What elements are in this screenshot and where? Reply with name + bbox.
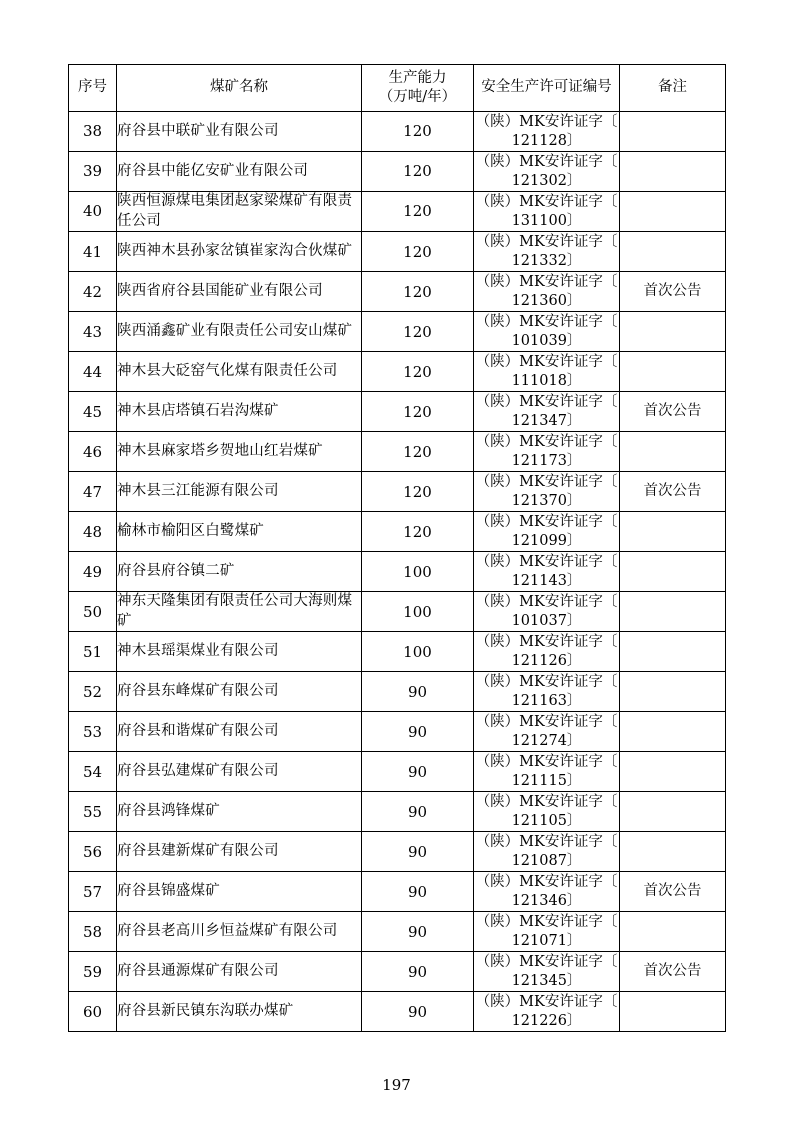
cell-capacity: 90 bbox=[362, 752, 474, 792]
cell-note bbox=[620, 752, 726, 792]
license-line-1: （陕）MK安许证字〔 bbox=[475, 113, 618, 130]
license-line-1: （陕）MK安许证字〔 bbox=[475, 513, 618, 530]
license-line-2: 121274〕 bbox=[511, 732, 582, 749]
cell-capacity: 120 bbox=[362, 112, 474, 152]
cell-license-number bbox=[474, 392, 620, 432]
license-line-2: 121071〕 bbox=[511, 932, 582, 949]
cell-note bbox=[620, 832, 726, 872]
cell-note bbox=[620, 112, 726, 152]
cell-mine-name: 神木县麻家塔乡贺地山红岩煤矿 bbox=[117, 432, 362, 472]
cell-capacity: 120 bbox=[362, 232, 474, 272]
cell-seq: 59 bbox=[69, 952, 117, 992]
cell-mine-name: 陕西省府谷县国能矿业有限公司 bbox=[117, 272, 362, 312]
license-line-1: （陕）MK安许证字〔 bbox=[475, 593, 618, 610]
cell-note: 首次公告 bbox=[620, 952, 726, 992]
column-header-capacity-line1: 生产能力 bbox=[388, 69, 447, 86]
cell-license-number bbox=[474, 672, 620, 712]
cell-note bbox=[620, 992, 726, 1032]
cell-license-number bbox=[474, 992, 620, 1032]
cell-note bbox=[620, 512, 726, 552]
cell-capacity: 90 bbox=[362, 872, 474, 912]
cell-capacity: 90 bbox=[362, 992, 474, 1032]
license-line-1: （陕）MK安许证字〔 bbox=[475, 153, 618, 170]
cell-seq: 58 bbox=[69, 912, 117, 952]
license-line-1: （陕）MK安许证字〔 bbox=[475, 353, 618, 370]
cell-capacity: 100 bbox=[362, 592, 474, 632]
cell-mine-name: 府谷县老高川乡恒益煤矿有限公司 bbox=[117, 912, 362, 952]
cell-license-number bbox=[474, 312, 620, 352]
license-line-2: 121143〕 bbox=[511, 572, 582, 589]
table-row bbox=[69, 352, 726, 392]
cell-note bbox=[620, 312, 726, 352]
table-row bbox=[69, 952, 726, 992]
license-line-1: （陕）MK安许证字〔 bbox=[475, 793, 618, 810]
cell-mine-name: 府谷县通源煤矿有限公司 bbox=[117, 952, 362, 992]
table-row bbox=[69, 232, 726, 272]
license-line-1: （陕）MK安许证字〔 bbox=[475, 633, 618, 650]
cell-note: 首次公告 bbox=[620, 472, 726, 512]
cell-seq: 39 bbox=[69, 152, 117, 192]
license-line-2: 121126〕 bbox=[511, 652, 582, 669]
coal-mine-table bbox=[68, 64, 726, 1032]
cell-seq: 51 bbox=[69, 632, 117, 672]
column-header-seq: 序号 bbox=[69, 65, 117, 112]
license-line-2: 121346〕 bbox=[511, 892, 582, 909]
license-line-1: （陕）MK安许证字〔 bbox=[475, 393, 618, 410]
cell-seq: 43 bbox=[69, 312, 117, 352]
cell-capacity: 120 bbox=[362, 192, 474, 232]
cell-mine-name: 神东天隆集团有限责任公司大海则煤矿 bbox=[117, 592, 362, 632]
cell-mine-name: 神木县瑶渠煤业有限公司 bbox=[117, 632, 362, 672]
license-line-1: （陕）MK安许证字〔 bbox=[475, 553, 618, 570]
license-line-2: 121360〕 bbox=[511, 292, 582, 309]
license-line-1: （陕）MK安许证字〔 bbox=[475, 433, 618, 450]
cell-license-number bbox=[474, 592, 620, 632]
cell-note bbox=[620, 632, 726, 672]
cell-mine-name: 府谷县锦盛煤矿 bbox=[117, 872, 362, 912]
cell-note bbox=[620, 912, 726, 952]
cell-capacity: 90 bbox=[362, 792, 474, 832]
cell-license-number bbox=[474, 152, 620, 192]
table-row bbox=[69, 832, 726, 872]
cell-seq: 54 bbox=[69, 752, 117, 792]
license-line-2: 111018〕 bbox=[511, 372, 582, 389]
license-line-1: （陕）MK安许证字〔 bbox=[475, 953, 618, 970]
cell-mine-name: 府谷县府谷镇二矿 bbox=[117, 552, 362, 592]
table-row bbox=[69, 192, 726, 232]
page-number: 197 bbox=[382, 1076, 411, 1094]
cell-license-number bbox=[474, 712, 620, 752]
cell-capacity: 90 bbox=[362, 952, 474, 992]
cell-capacity: 120 bbox=[362, 352, 474, 392]
table-body bbox=[69, 112, 726, 1032]
license-line-2: 121105〕 bbox=[511, 812, 582, 829]
license-line-1: （陕）MK安许证字〔 bbox=[475, 673, 618, 690]
table-row bbox=[69, 792, 726, 832]
cell-seq: 48 bbox=[69, 512, 117, 552]
column-header-license: 安全生产许可证编号 bbox=[474, 65, 620, 112]
table-header-row bbox=[69, 65, 726, 112]
cell-mine-name: 陕西神木县孙家岔镇崔家沟合伙煤矿 bbox=[117, 232, 362, 272]
cell-seq: 46 bbox=[69, 432, 117, 472]
cell-seq: 45 bbox=[69, 392, 117, 432]
cell-note: 首次公告 bbox=[620, 872, 726, 912]
cell-mine-name: 府谷县弘建煤矿有限公司 bbox=[117, 752, 362, 792]
cell-license-number bbox=[474, 832, 620, 872]
cell-capacity: 100 bbox=[362, 552, 474, 592]
license-line-1: （陕）MK安许证字〔 bbox=[475, 873, 618, 890]
cell-note bbox=[620, 672, 726, 712]
license-line-2: 121087〕 bbox=[511, 852, 582, 869]
table-row bbox=[69, 592, 726, 632]
table-header bbox=[69, 65, 726, 112]
column-header-capacity bbox=[362, 65, 474, 112]
cell-note bbox=[620, 192, 726, 232]
cell-note bbox=[620, 352, 726, 392]
license-line-1: （陕）MK安许证字〔 bbox=[475, 193, 618, 210]
license-line-2: 121302〕 bbox=[511, 172, 582, 189]
cell-seq: 41 bbox=[69, 232, 117, 272]
cell-capacity: 120 bbox=[362, 512, 474, 552]
cell-seq: 38 bbox=[69, 112, 117, 152]
table-row bbox=[69, 472, 726, 512]
license-line-2: 121173〕 bbox=[511, 452, 582, 469]
cell-license-number bbox=[474, 472, 620, 512]
cell-seq: 42 bbox=[69, 272, 117, 312]
license-line-2: 121099〕 bbox=[511, 532, 582, 549]
cell-capacity: 90 bbox=[362, 832, 474, 872]
cell-capacity: 120 bbox=[362, 272, 474, 312]
table-row bbox=[69, 672, 726, 712]
table-row bbox=[69, 512, 726, 552]
cell-license-number bbox=[474, 272, 620, 312]
cell-seq: 55 bbox=[69, 792, 117, 832]
cell-seq: 50 bbox=[69, 592, 117, 632]
cell-capacity: 90 bbox=[362, 912, 474, 952]
cell-license-number bbox=[474, 792, 620, 832]
license-line-2: 121226〕 bbox=[511, 1012, 582, 1029]
cell-license-number bbox=[474, 912, 620, 952]
cell-mine-name: 府谷县建新煤矿有限公司 bbox=[117, 832, 362, 872]
cell-capacity: 120 bbox=[362, 432, 474, 472]
cell-license-number bbox=[474, 192, 620, 232]
cell-license-number bbox=[474, 112, 620, 152]
cell-seq: 40 bbox=[69, 192, 117, 232]
license-line-1: （陕）MK安许证字〔 bbox=[475, 273, 618, 290]
cell-capacity: 90 bbox=[362, 672, 474, 712]
table-row bbox=[69, 912, 726, 952]
license-line-2: 131100〕 bbox=[511, 212, 582, 229]
table-row bbox=[69, 752, 726, 792]
cell-mine-name: 神木县店塔镇石岩沟煤矿 bbox=[117, 392, 362, 432]
cell-mine-name: 府谷县新民镇东沟联办煤矿 bbox=[117, 992, 362, 1032]
cell-mine-name: 陕西涌鑫矿业有限责任公司安山煤矿 bbox=[117, 312, 362, 352]
license-line-2: 121370〕 bbox=[511, 492, 582, 509]
license-line-2: 121332〕 bbox=[511, 252, 582, 269]
cell-note bbox=[620, 592, 726, 632]
cell-note bbox=[620, 232, 726, 272]
license-line-2: 121345〕 bbox=[511, 972, 582, 989]
license-line-2: 121347〕 bbox=[511, 412, 582, 429]
table-row bbox=[69, 552, 726, 592]
cell-seq: 56 bbox=[69, 832, 117, 872]
cell-mine-name: 榆林市榆阳区白鹭煤矿 bbox=[117, 512, 362, 552]
license-line-2: 121163〕 bbox=[511, 692, 582, 709]
cell-mine-name: 神木县大砭窑气化煤有限责任公司 bbox=[117, 352, 362, 392]
table-row bbox=[69, 432, 726, 472]
cell-note: 首次公告 bbox=[620, 392, 726, 432]
cell-note bbox=[620, 712, 726, 752]
license-line-1: （陕）MK安许证字〔 bbox=[475, 913, 618, 930]
table-row bbox=[69, 392, 726, 432]
license-line-1: （陕）MK安许证字〔 bbox=[475, 713, 618, 730]
license-line-1: （陕）MK安许证字〔 bbox=[475, 233, 618, 250]
cell-mine-name: 府谷县鸿锋煤矿 bbox=[117, 792, 362, 832]
cell-capacity: 120 bbox=[362, 312, 474, 352]
cell-mine-name: 府谷县中联矿业有限公司 bbox=[117, 112, 362, 152]
license-line-1: （陕）MK安许证字〔 bbox=[475, 313, 618, 330]
cell-seq: 53 bbox=[69, 712, 117, 752]
table-row bbox=[69, 112, 726, 152]
cell-mine-name: 府谷县和谐煤矿有限公司 bbox=[117, 712, 362, 752]
column-header-note: 备注 bbox=[620, 65, 726, 112]
license-line-1: （陕）MK安许证字〔 bbox=[475, 833, 618, 850]
cell-capacity: 120 bbox=[362, 472, 474, 512]
cell-capacity: 120 bbox=[362, 152, 474, 192]
license-line-2: 121115〕 bbox=[511, 772, 582, 789]
cell-note bbox=[620, 792, 726, 832]
cell-license-number bbox=[474, 952, 620, 992]
table-row bbox=[69, 152, 726, 192]
cell-seq: 60 bbox=[69, 992, 117, 1032]
cell-seq: 52 bbox=[69, 672, 117, 712]
license-line-1: （陕）MK安许证字〔 bbox=[475, 993, 618, 1010]
cell-seq: 47 bbox=[69, 472, 117, 512]
cell-mine-name: 陕西恒源煤电集团赵家梁煤矿有限责任公司 bbox=[117, 192, 362, 232]
license-line-2: 101039〕 bbox=[511, 332, 582, 349]
cell-note bbox=[620, 152, 726, 192]
column-header-name: 煤矿名称 bbox=[117, 65, 362, 112]
cell-capacity: 120 bbox=[362, 392, 474, 432]
cell-license-number bbox=[474, 232, 620, 272]
cell-note: 首次公告 bbox=[620, 272, 726, 312]
cell-seq: 49 bbox=[69, 552, 117, 592]
license-line-1: （陕）MK安许证字〔 bbox=[475, 753, 618, 770]
cell-note bbox=[620, 552, 726, 592]
cell-note bbox=[620, 432, 726, 472]
column-header-capacity-line2: （万吨/年） bbox=[378, 89, 457, 105]
table-row bbox=[69, 872, 726, 912]
license-line-2: 121128〕 bbox=[511, 132, 582, 149]
table-row bbox=[69, 272, 726, 312]
cell-license-number bbox=[474, 872, 620, 912]
license-line-2: 101037〕 bbox=[511, 612, 582, 629]
cell-license-number bbox=[474, 352, 620, 392]
cell-license-number bbox=[474, 752, 620, 792]
table-row bbox=[69, 632, 726, 672]
license-line-1: （陕）MK安许证字〔 bbox=[475, 473, 618, 490]
table-row bbox=[69, 712, 726, 752]
cell-license-number bbox=[474, 512, 620, 552]
cell-mine-name: 府谷县东峰煤矿有限公司 bbox=[117, 672, 362, 712]
cell-license-number bbox=[474, 552, 620, 592]
cell-capacity: 100 bbox=[362, 632, 474, 672]
cell-license-number bbox=[474, 632, 620, 672]
table-row bbox=[69, 992, 726, 1032]
cell-mine-name: 府谷县中能亿安矿业有限公司 bbox=[117, 152, 362, 192]
cell-seq: 44 bbox=[69, 352, 117, 392]
cell-capacity: 90 bbox=[362, 712, 474, 752]
table-row bbox=[69, 312, 726, 352]
cell-seq: 57 bbox=[69, 872, 117, 912]
cell-license-number bbox=[474, 432, 620, 472]
cell-mine-name: 神木县三江能源有限公司 bbox=[117, 472, 362, 512]
